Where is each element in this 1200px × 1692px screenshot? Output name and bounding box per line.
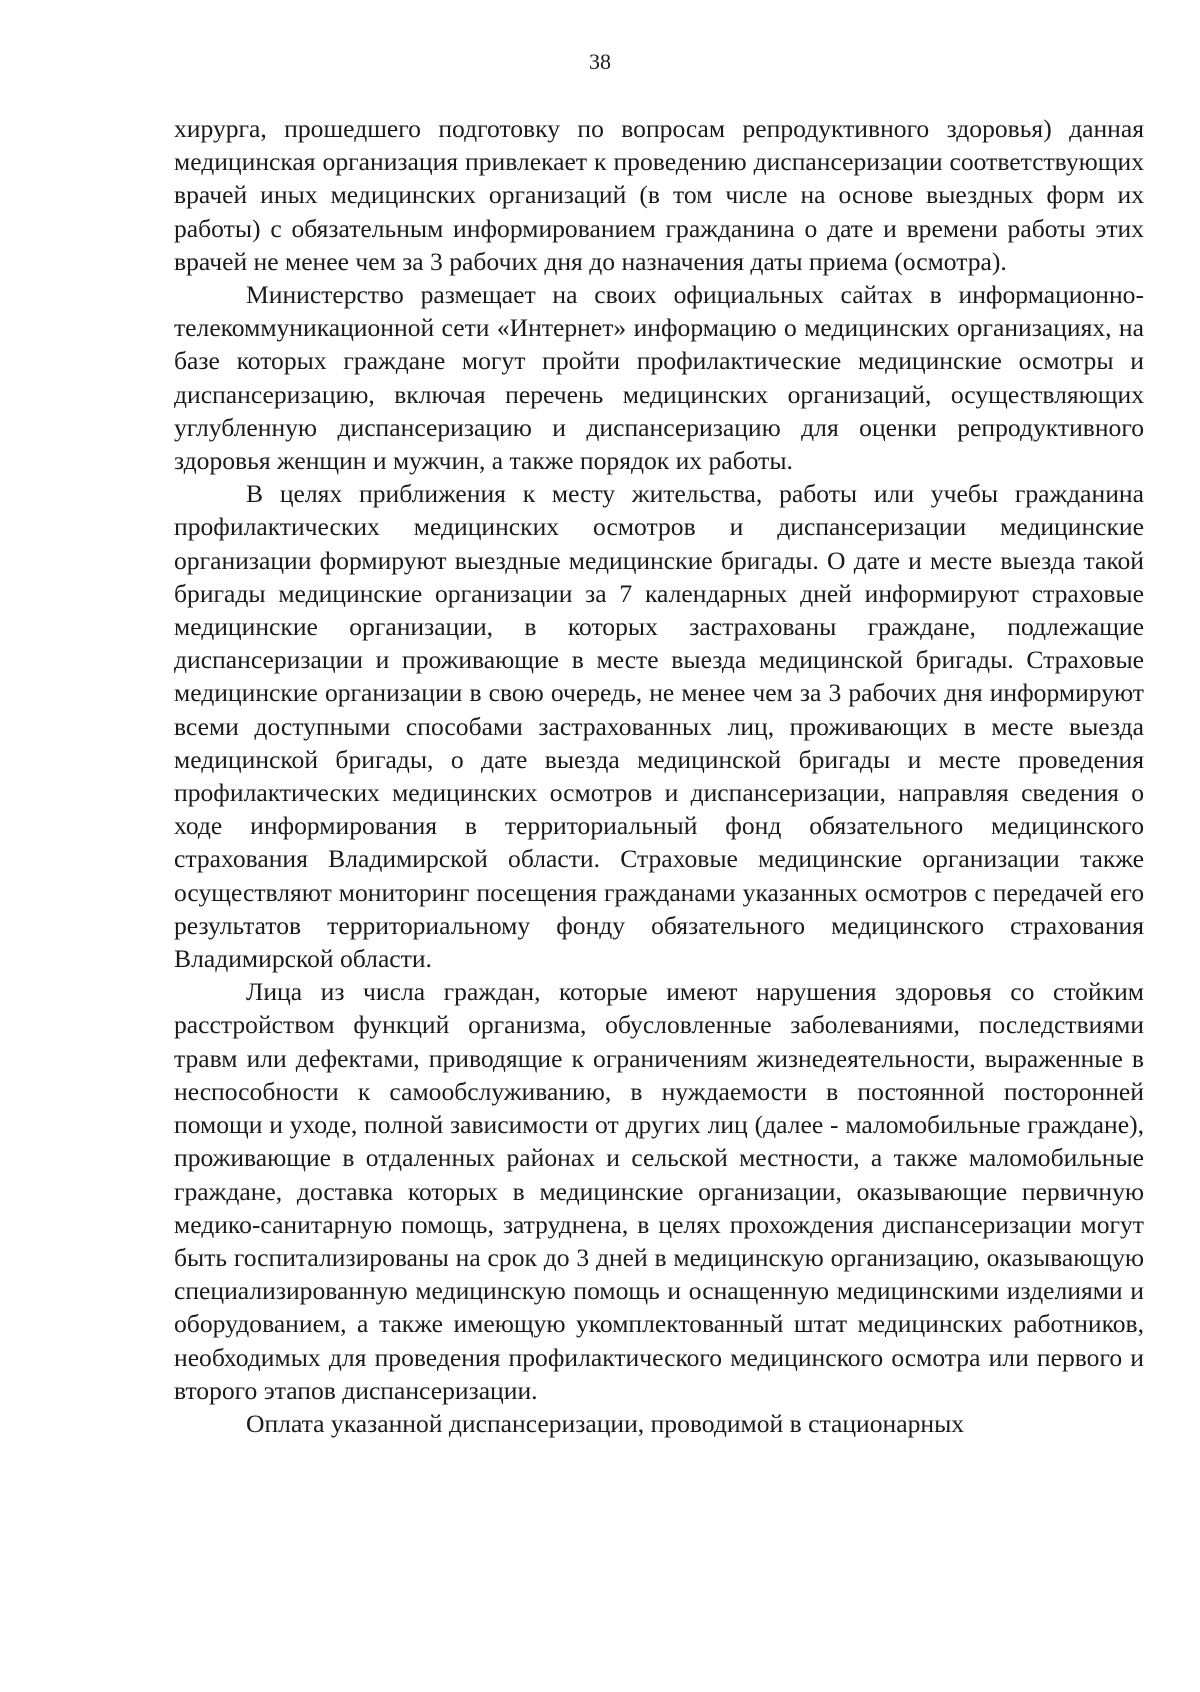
paragraph-continued: хирурга, прошедшего подготовку по вопросам репродуктивного здоровья) данная медицинская организация привлекает к проведению диспансеризации соответствующих врачей иных медицинских организаций (в том числе на основе выездных форм их работы) с обязательным информированием гражданина о дате и времени работы этих врачей не менее чем за 3 рабочих дня до назначения даты приема (осмотра).	[174, 114, 1144, 276]
paragraph-low-mobility-citizens: Лица из числа граждан, которые имеют нарушения здоровья со стойким расстройством функций организма, обусловленные заболеваниями, последствиями травм или дефектами, приводящие к ограничениям жизнедеятельности, выраженные в неспособности к самообслуживанию, в нуждаемости в постоянной посторонней помощи и уходе, полной зависимости от других лиц (далее - маломобильные граждане), проживающие в отдаленных районах и сельской местности, а также маломобильные граждане, доставка которых в медицинские организации, оказывающие первичную медико-санитарную помощь, затруднена, в целях прохождения диспансеризации могут быть госпитализированы на срок до 3 дней в медицинскую организацию, оказывающую специализированную медицинскую помощь и оснащенную медицинскими изделиями и оборудованием, а также имеющую укомплектованный штат медицинских работников, необходимых для проведения профилактического медицинского осмотра или первого и второго этапов диспансеризации.	[174, 977, 1144, 1405]
document-body	[174, 112, 1144, 1440]
page-number: 38	[589, 49, 611, 74]
paragraph-mobile-brigades: В целях приближения к месту жительства, работы или учебы гражданина профилактических медицинских осмотров и диспансеризации медицинские организации формируют выездные медицинские бригады. О дате и месте выезда такой бригады медицинские организации за 7 календарных дней информируют страховые медицинские организации, в которых застрахованы граждане, подлежащие диспансеризации и проживающие в месте выезда медицинской бригады. Страховые медицинские организации в свою очередь, не менее чем за 3 рабочих дня информируют всеми доступными способами застрахованных лиц, проживающих в месте выезда медицинской бригады, о дате выезда медицинской бригады и месте проведения профилактических медицинских осмотров и диспансеризации, направляя сведения о ходе информирования в территориальный фонд обязательного медицинского страхования Владимирской области. Страховые медицинские организации также осуществляют мониторинг посещения гражданами указанных осмотров с передачей его результатов территориальному фонду обязательного медицинского страхования Владимирской области.	[174, 479, 1144, 974]
paragraph-payment: Оплата указанной диспансеризации, проводимой в стационарных	[246, 1408, 965, 1438]
paragraph-ministry-info: Министерство размещает на своих официальных сайтах в информационно-телекоммуникационной сети «Интернет» информацию о медицинских организациях, на базе которых граждане могут пройти профилактические медицинские осмотры и диспансеризацию, включая перечень медицинских организаций, осуществляющих углубленную диспансеризацию и диспансеризацию для оценки репродуктивного здоровья женщин и мужчин, а также порядок их работы.	[174, 280, 1144, 476]
